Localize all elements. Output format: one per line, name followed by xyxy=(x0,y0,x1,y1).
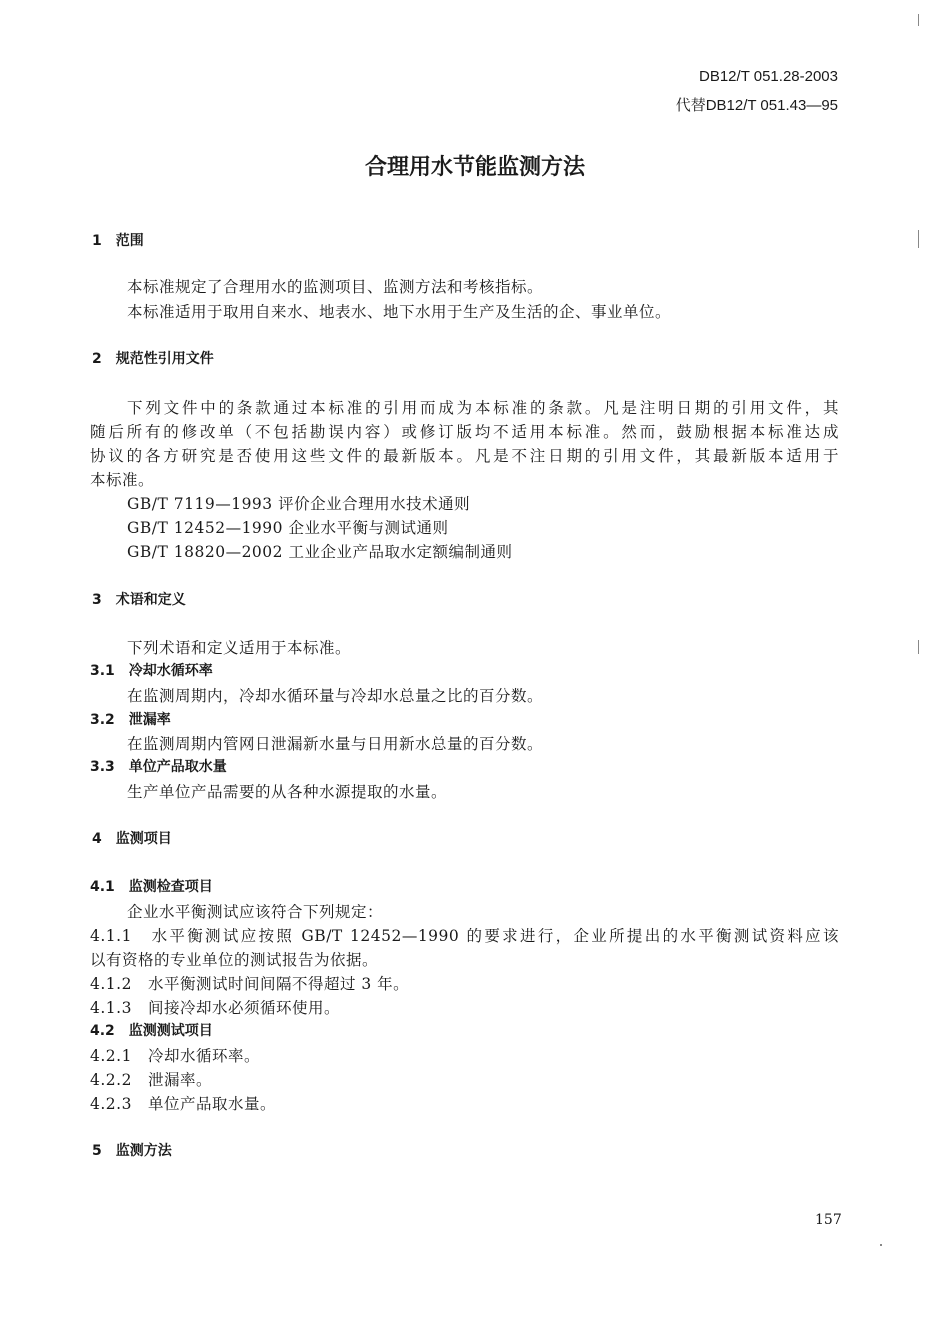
scan-mark xyxy=(880,1244,882,1246)
section-5-heading: 5 监测方法 xyxy=(92,1143,172,1159)
paragraph-line: 下列文件中的条款通过本标准的引用而成为本标准的条款。凡是注明日期的引用文件，其 xyxy=(127,399,839,417)
reference-item: GB/T 18820—2002 工业企业产品取水定额编制通则 xyxy=(127,543,513,561)
paragraph-line: 随后所有的修改单（不包括勘误内容）或修订版均不适用本标准。然而，鼓励根据本标准达成 xyxy=(90,423,839,441)
scan-mark xyxy=(918,640,919,654)
scan-mark xyxy=(918,14,919,26)
paragraph-line: 本标准。 xyxy=(90,471,155,489)
paragraph: 本标准规定了合理用水的监测项目、监测方法和考核指标。 xyxy=(127,278,544,296)
scan-mark xyxy=(918,230,919,248)
clause-item: 4.1.2 水平衡测试时间间隔不得超过 3 年。 xyxy=(90,975,410,993)
section-2-heading: 2 规范性引用文件 xyxy=(92,351,214,367)
paragraph-line: 协议的各方研究是否使用这些文件的最新版本。凡是不注日期的引用文件，其最新版本适用于 xyxy=(90,447,839,465)
standard-number: DB12/T 051.28-2003 xyxy=(699,68,838,85)
term-heading: 3.1 冷却水循环率 xyxy=(90,663,213,679)
document-title: 合理用水节能监测方法 xyxy=(364,155,585,180)
clause-item: 4.1.1 水平衡测试应按照 GB/T 12452—1990 的要求进行，企业所提出的水平衡测试资料应该 xyxy=(90,927,839,945)
section-3-heading: 3 术语和定义 xyxy=(92,592,186,608)
term-definition: 在监测周期内管网日泄漏新水量与日用新水总量的百分数。 xyxy=(127,735,544,753)
clause-item: 4.1.3 间接冷却水必须循环使用。 xyxy=(90,999,340,1017)
paragraph: 本标准适用于取用自来水、地表水、地下水用于生产及生活的企、事业单位。 xyxy=(127,303,672,321)
term-definition: 在监测周期内，冷却水循环量与冷却水总量之比的百分数。 xyxy=(127,687,544,705)
clause-item: 4.2.1 冷却水循环率。 xyxy=(90,1047,260,1065)
subsection-heading: 4.2 监测测试项目 xyxy=(90,1023,213,1039)
subsection-heading: 4.1 监测检查项目 xyxy=(90,879,213,895)
term-heading: 3.3 单位产品取水量 xyxy=(90,759,227,775)
page-number: 157 xyxy=(815,1212,842,1228)
reference-item: GB/T 7119—1993 评价企业合理用水技术通则 xyxy=(127,495,471,513)
term-heading: 3.2 泄漏率 xyxy=(90,712,171,728)
section-4-heading: 4 监测项目 xyxy=(92,831,172,847)
paragraph: 企业水平衡测试应该符合下列规定： xyxy=(127,903,384,921)
replaces-standard: 代替DB12/T 051.43—95 xyxy=(675,97,838,114)
clause-item: 4.2.2 泄漏率。 xyxy=(90,1071,212,1089)
clause-item: 4.2.3 单位产品取水量。 xyxy=(90,1095,276,1113)
reference-item: GB/T 12452—1990 企业水平衡与测试通则 xyxy=(127,519,449,537)
term-definition: 生产单位产品需要的从各种水源提取的水量。 xyxy=(127,783,448,801)
clause-item: 以有资格的专业单位的测试报告为依据。 xyxy=(90,951,379,969)
paragraph: 下列术语和定义适用于本标准。 xyxy=(127,639,352,657)
section-1-heading: 1 范围 xyxy=(92,233,144,249)
